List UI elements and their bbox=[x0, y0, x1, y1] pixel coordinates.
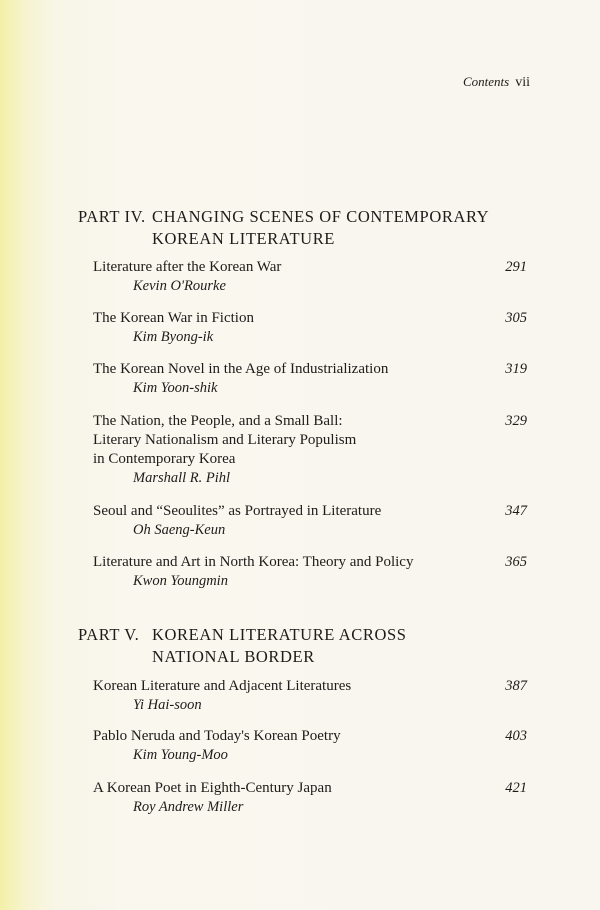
entry-page: 329 bbox=[505, 413, 527, 429]
entry-page: 347 bbox=[505, 503, 527, 519]
part-label: PART IV. bbox=[78, 207, 146, 226]
entry-title: The Korean Novel in the Age of Industrialization bbox=[93, 361, 389, 377]
entry-author: Kim Young-Moo bbox=[133, 747, 228, 763]
part-label: PART V. bbox=[78, 625, 140, 644]
part-title: NATIONAL BORDER bbox=[152, 646, 315, 666]
entry-author: Roy Andrew Miller bbox=[133, 799, 244, 815]
entry-author: Marshall R. Pihl bbox=[133, 470, 231, 486]
entry-page: 403 bbox=[505, 728, 527, 744]
entry-title: Literary Nationalism and Literary Populism bbox=[93, 432, 357, 448]
entry-title: Literature and Art in North Korea: Theory and Policy bbox=[93, 554, 414, 570]
entry-title: in Contemporary Korea bbox=[93, 451, 236, 467]
entry-author: Kim Byong-ik bbox=[133, 329, 214, 345]
entry-page: 387 bbox=[505, 678, 527, 694]
page-number: vii bbox=[515, 75, 530, 90]
entry-title: The Nation, the People, and a Small Ball: bbox=[93, 413, 343, 429]
entry-title: Pablo Neruda and Today's Korean Poetry bbox=[93, 728, 341, 744]
entry-title: Literature after the Korean War bbox=[93, 259, 282, 275]
entry-page: 319 bbox=[505, 361, 527, 377]
entry-title: Seoul and “Seoulites” as Portrayed in Literature bbox=[93, 503, 382, 519]
entry-page: 305 bbox=[505, 310, 527, 326]
entry-author: Kim Yoon-shik bbox=[133, 380, 218, 396]
part-title: CHANGING SCENES OF CONTEMPORARY bbox=[152, 207, 490, 226]
entry-page: 365 bbox=[505, 554, 527, 570]
entry-author: Kevin O'Rourke bbox=[133, 278, 226, 294]
entry-title: A Korean Poet in Eighth-Century Japan bbox=[93, 780, 332, 796]
part-title: KOREAN LITERATURE ACROSS bbox=[152, 625, 407, 644]
entry-title: Korean Literature and Adjacent Literatures bbox=[93, 678, 352, 694]
entry-author: Kwon Youngmin bbox=[133, 573, 228, 589]
entry-page: 421 bbox=[505, 780, 527, 796]
entry-title: The Korean War in Fiction bbox=[93, 310, 254, 326]
entry-page: 291 bbox=[505, 259, 527, 275]
entry-author: Oh Saeng-Keun bbox=[133, 522, 226, 538]
part-title: KOREAN LITERATURE bbox=[152, 228, 335, 248]
entry-author: Yi Hai-soon bbox=[133, 697, 202, 713]
running-header bbox=[463, 74, 530, 91]
header-label: Contents bbox=[462, 74, 510, 89]
